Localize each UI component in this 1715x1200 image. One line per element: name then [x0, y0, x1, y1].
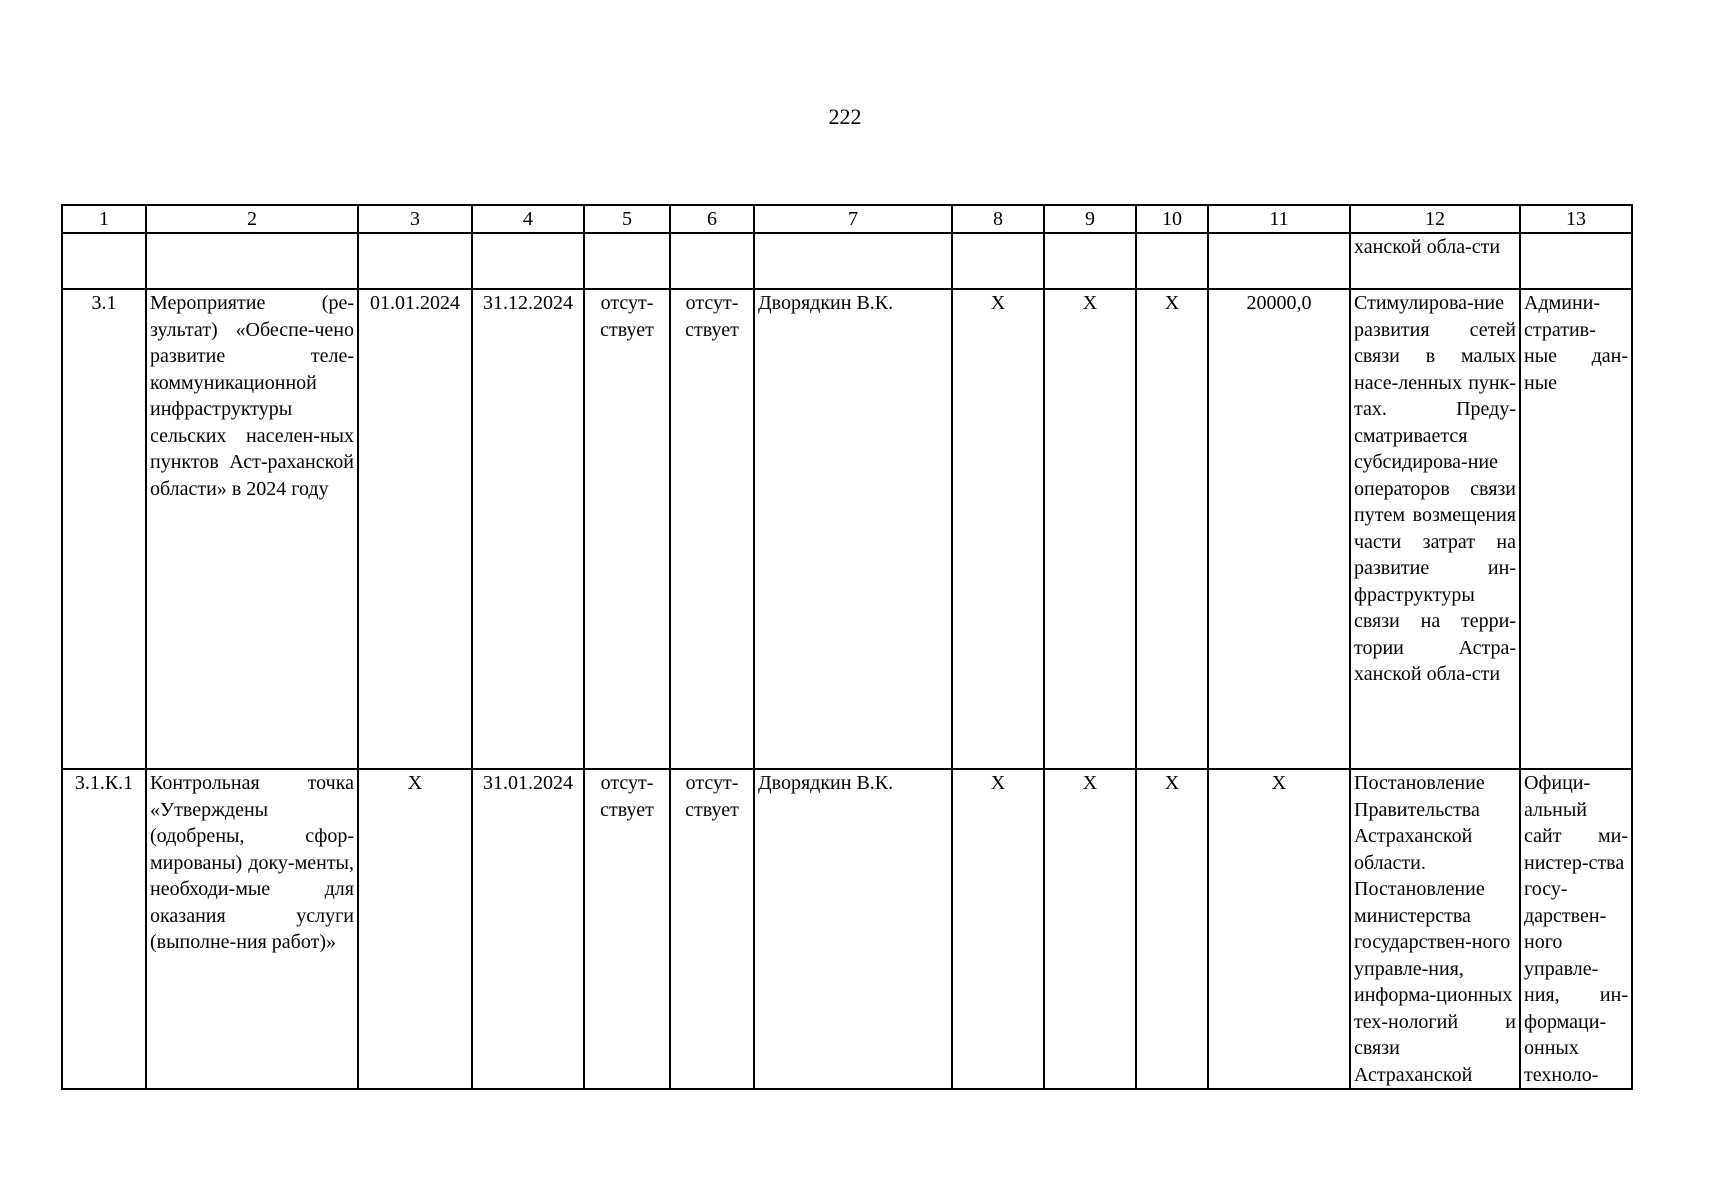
table-row — [62, 769, 1632, 1089]
table-row — [62, 289, 1632, 769]
header-cell: 8 — [952, 205, 1044, 233]
header-cell: 12 — [1350, 205, 1520, 233]
column-9-value: X — [1044, 289, 1136, 769]
table-cell — [1044, 233, 1136, 289]
continuation-description: ханской обла-сти — [1350, 233, 1520, 289]
amount: X — [1208, 769, 1350, 1089]
header-cell: 13 — [1520, 205, 1632, 233]
column-6-value: отсут-ствует — [670, 769, 754, 1089]
table-cell — [146, 233, 358, 289]
header-cell: 6 — [670, 205, 754, 233]
table-cell — [62, 233, 146, 289]
column-8-value: X — [952, 769, 1044, 1089]
start-date: X — [358, 769, 472, 1089]
header-cell: 7 — [754, 205, 952, 233]
table-cell — [1208, 233, 1350, 289]
description: Постановление Правительства Астраханской области. Постановление министерства государствен-ного управле-ния, информа-ционных тех-нологий и связи Астраханской — [1350, 769, 1520, 1089]
header-cell: 2 — [146, 205, 358, 233]
table-cell — [472, 233, 584, 289]
header-row — [62, 205, 1632, 233]
continuation-row — [62, 233, 1632, 289]
column-10-value: X — [1136, 769, 1208, 1089]
header-cell: 11 — [1208, 205, 1350, 233]
table-cell — [584, 233, 670, 289]
row-number: 3.1.К.1 — [62, 769, 146, 1089]
responsible-person: Дворядкин В.К. — [754, 289, 952, 769]
page-number: 222 — [828, 104, 862, 129]
column-6-value: отсут-ствует — [670, 289, 754, 769]
event-name: Контрольная точка «Утверждены (одобрены, сфор-мированы) доку-менты, необходи-мые для оказания услуги (выполне-ния работ)» — [146, 769, 358, 1089]
header-cell: 5 — [584, 205, 670, 233]
header-cell: 10 — [1136, 205, 1208, 233]
end-date: 31.12.2024 — [472, 289, 584, 769]
responsible-person: Дворядкин В.К. — [754, 769, 952, 1089]
start-date: 01.01.2024 — [358, 289, 472, 769]
amount: 20000,0 — [1208, 289, 1350, 769]
column-9-value: X — [1044, 769, 1136, 1089]
event-name: Мероприятие (ре-зультат) «Обеспе-чено развитие теле-коммуникационной инфраструктуры сельских населен-ных пунктов Аст-раханской области» в 2024 году — [146, 289, 358, 769]
header-cell: 3 — [358, 205, 472, 233]
table-cell — [358, 233, 472, 289]
column-5-value: отсут-ствует — [584, 289, 670, 769]
end-date: 31.01.2024 — [472, 769, 584, 1089]
header-cell: 4 — [472, 205, 584, 233]
description: Стимулирова-ние развития сетей связи в малых насе-ленных пунк-тах. Преду-сматривается субсидирова-ние операторов связи путем возмещения части затрат на развитие ин-фраструктуры связи на терри-тории Астра-ханской обла-сти — [1350, 289, 1520, 769]
data-source: Админи-стратив-ные дан-ные — [1520, 289, 1632, 769]
table-cell — [1136, 233, 1208, 289]
header-cell: 9 — [1044, 205, 1136, 233]
row-number: 3.1 — [62, 289, 146, 769]
table-cell — [754, 233, 952, 289]
data-source: Офици-альный сайт ми-нистер-ства госу-дарствен-ного управле-ния, ин-формаци-онных техноло- — [1520, 769, 1632, 1089]
plan-table — [61, 204, 1633, 1090]
column-5-value: отсут-ствует — [584, 769, 670, 1089]
table-cell — [952, 233, 1044, 289]
table-cell — [1520, 233, 1632, 289]
column-10-value: X — [1136, 289, 1208, 769]
table-cell — [670, 233, 754, 289]
header-cell: 1 — [62, 205, 146, 233]
column-8-value: X — [952, 289, 1044, 769]
